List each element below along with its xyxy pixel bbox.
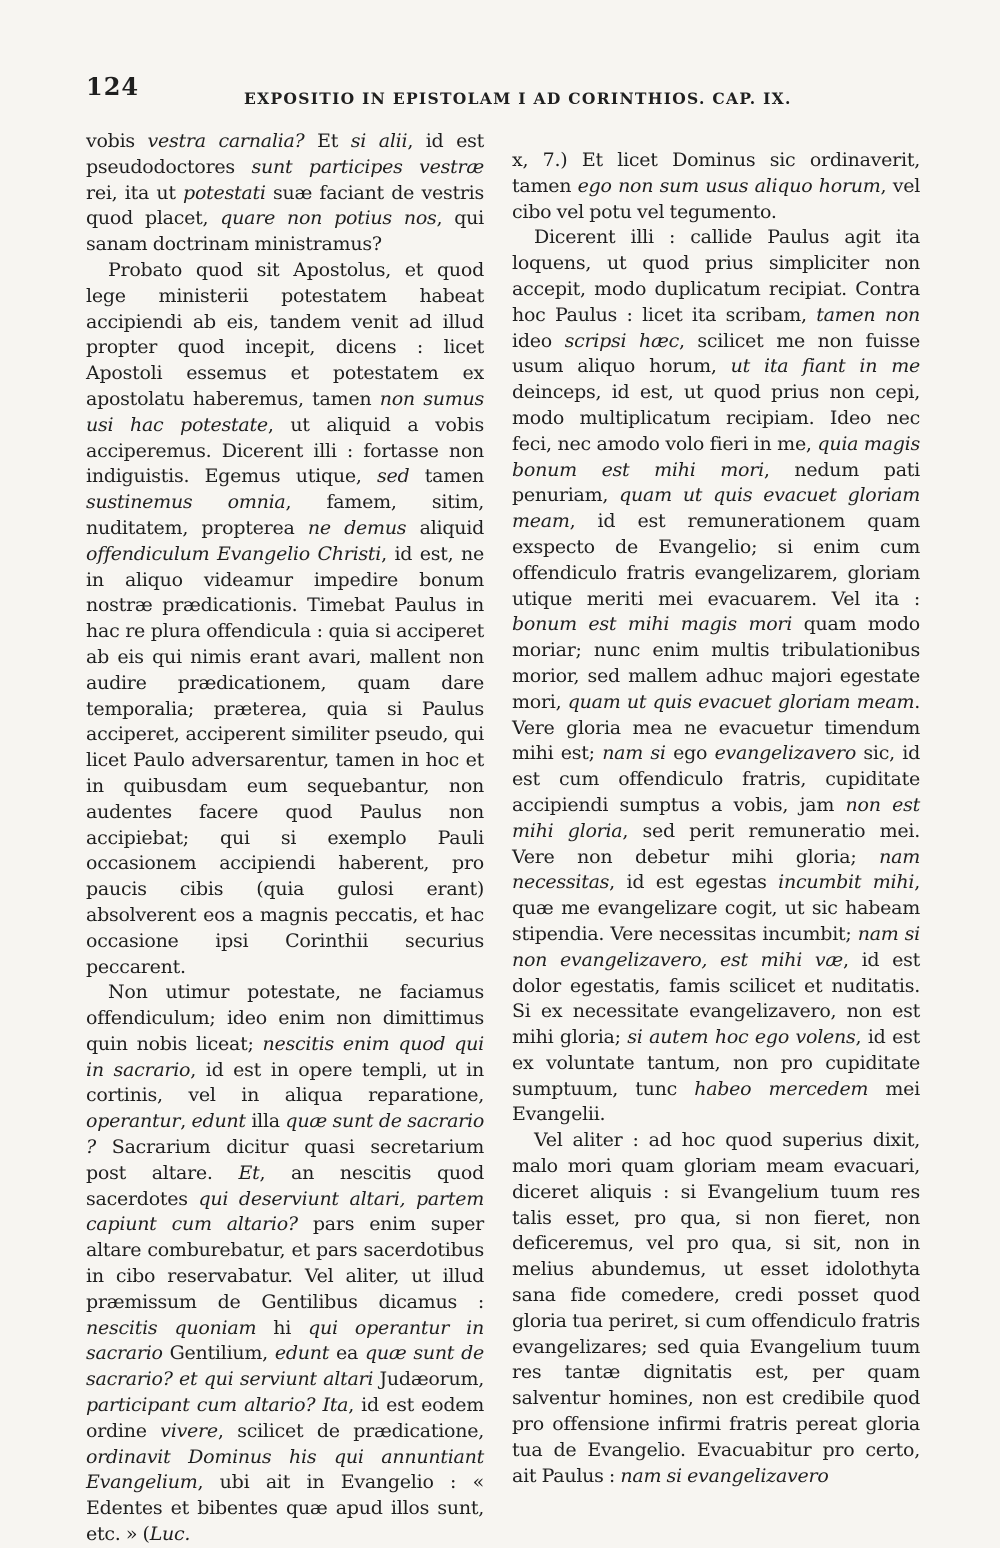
paragraph: x, 7.) Et licet Dominus sic ordinaverit, tamen ego non sum usus aliquo horum, vel cibo vel potu vel tegumento. (512, 149, 921, 223)
paragraph: vobis vestra carnalia? Et si alii, id est pseudodoctores sunt participes vestræ rei, ita ut potestati suæ faciant de vestris quod placet, quare non potius nos, qui sanam doctrinam ministramus? (86, 130, 484, 256)
left-column (86, 129, 484, 1548)
paragraph: Dicerent illi : callide Paulus agit ita loquens, ut quod prius simpliciter non accepit, modo duplicatum recipiat. Contra hoc Paulus : licet ita scribam, tamen non ideo scripsi hæc, scilicet me non fuisse usum aliquo horum, ut ita fiant in me deinceps, id est, ut quod prius non cepi, modo multiplicatum recipiam. Ideo nec feci, nec amodo volo fieri in me, quia magis bonum est mihi mori, nedum pati penuriam, quam ut quis evacuet gloriam meam, id est remunerationem quam exspecto de Evangelio; si enim cum offendiculo fratris evangelizarem, gloriam utique meriti mei evacuarem. Vel ita : bonum est mihi magis mori quam modo moriar; nunc enim multis tribulationibus morior, sed mallem adhuc majori egestate mori, quam ut quis evacuet gloriam meam. Vere gloria mea ne evacuetur timendum mihi est; nam si ego evangelizavero sic, id est cum offendiculo fratris, cupiditate accipiendi sumptus a vobis, jam non est mihi gloria, sed perit remuneratio mei. Vere non debetur mihi gloria; nam necessitas, id est egestas incumbit mihi, quæ me evangelizare cogit, ut sic habeam stipendia. Vere necessitas incumbit; nam si non evangelizavero, est mihi væ, id est dolor egestatis, famis scilicet et nuditatis. Si ex necessitate evangelizavero, non est mihi gloria; si autem hoc ego volens, id est ex voluntate tantum, non pro cupiditate sumptuum, tunc habeo mercedem mei Evangelii. (512, 226, 921, 1126)
page-number: 124 (86, 72, 140, 101)
right-column (512, 148, 920, 1489)
running-head: EXPOSITIO IN EPISTOLAM I AD CORINTHIOS. CAP. IX. (244, 89, 792, 108)
paragraph: Probato quod sit Apostolus, et quod lege ministerii potestatem habeat accipiendi ab eis, tandem venit ad illud propter quod incepit, dicens : licet Apostoli essemus et potestatem ex apostolatu haberemus, tamen non sumus usi hac potestate, ut aliquid a vobis acciperemus. Dicerent illi : fortasse non indiguistis. Egemus utique, sed tamen sustinemus omnia, famem, sitim, nuditatem, propterea ne demus aliquid offendiculum Evangelio Christi, id est, ne in aliquo videamur impedire bonum nostræ prædicationis. Timebat Paulus in hac re plura offendicula : quia si acciperet ab eis qui nimis erant avari, mallent non audire prædicationem, quam dare temporalia; præterea, quia si Paulus acciperet, acciperent similiter pseudo, qui licet Paulo adversarentur, tamen in hoc et in quibusdam eum sequebantur, non audentes facere quod Paulus non accipiebat; qui si exemplo Pauli occasionem accipiendi haberent, pro paucis cibis (quia gulosi erant) absolverent eos a magnis peccatis, et hac occasione ipsi Corinthii securius peccarent. (86, 258, 485, 978)
paragraph: Vel aliter : ad hoc quod superius dixit, malo mori quam gloriam meam evacuari, diceret aliquis : si Evangelium tuum res talis esset, pro qua, si non fieret, non deficeremus, vel pro qua, si sit, non in melius abundemus, ut esset idolothyta sana fide comedere, credi posset quod gloria tua periret, si cum offendiculo fratris evangelizares; sed quia Evangelium tuum res tantæ dignitatis est, per quam salventur homines, non est credibile quod pro offensione infirmi fratris pereat gloria tua de Evangelio. Evacuabitur pro certo, ait Paulus : nam si evangelizavero (512, 1129, 920, 1487)
paragraph: Non utimur potestate, ne faciamus offendiculum; ideo enim non dimittimus quin nobis liceat; nescitis enim quod qui in sacrario, id est in opere templi, ut in cortinis, vel in aliqua reparatione, operantur, edunt illa quæ sunt de sacrario ? Sacrarium dicitur quasi secretarium post altare. Et, an nescitis quod sacerdotes qui deserviunt altari, partem capiunt cum altario? pars enim super altare comburebatur, et pars sacerdotibus in cibo reservabatur. Vel aliter, ut illud præmissum de Gentilibus dicamus : nescitis quoniam hi qui operantur in sacrario Gentilium, edunt ea quæ sunt de sacrario? et qui serviunt altari Judæorum, participant cum altario? Ita, id est eodem ordine vivere, scilicet de prædicatione, ordinavit Dominus his qui annuntiant Evangelium, ubi ait in Evangelio : « Edentes et bibentes quæ apud illos sunt, etc. » (Luc. (86, 981, 485, 1546)
